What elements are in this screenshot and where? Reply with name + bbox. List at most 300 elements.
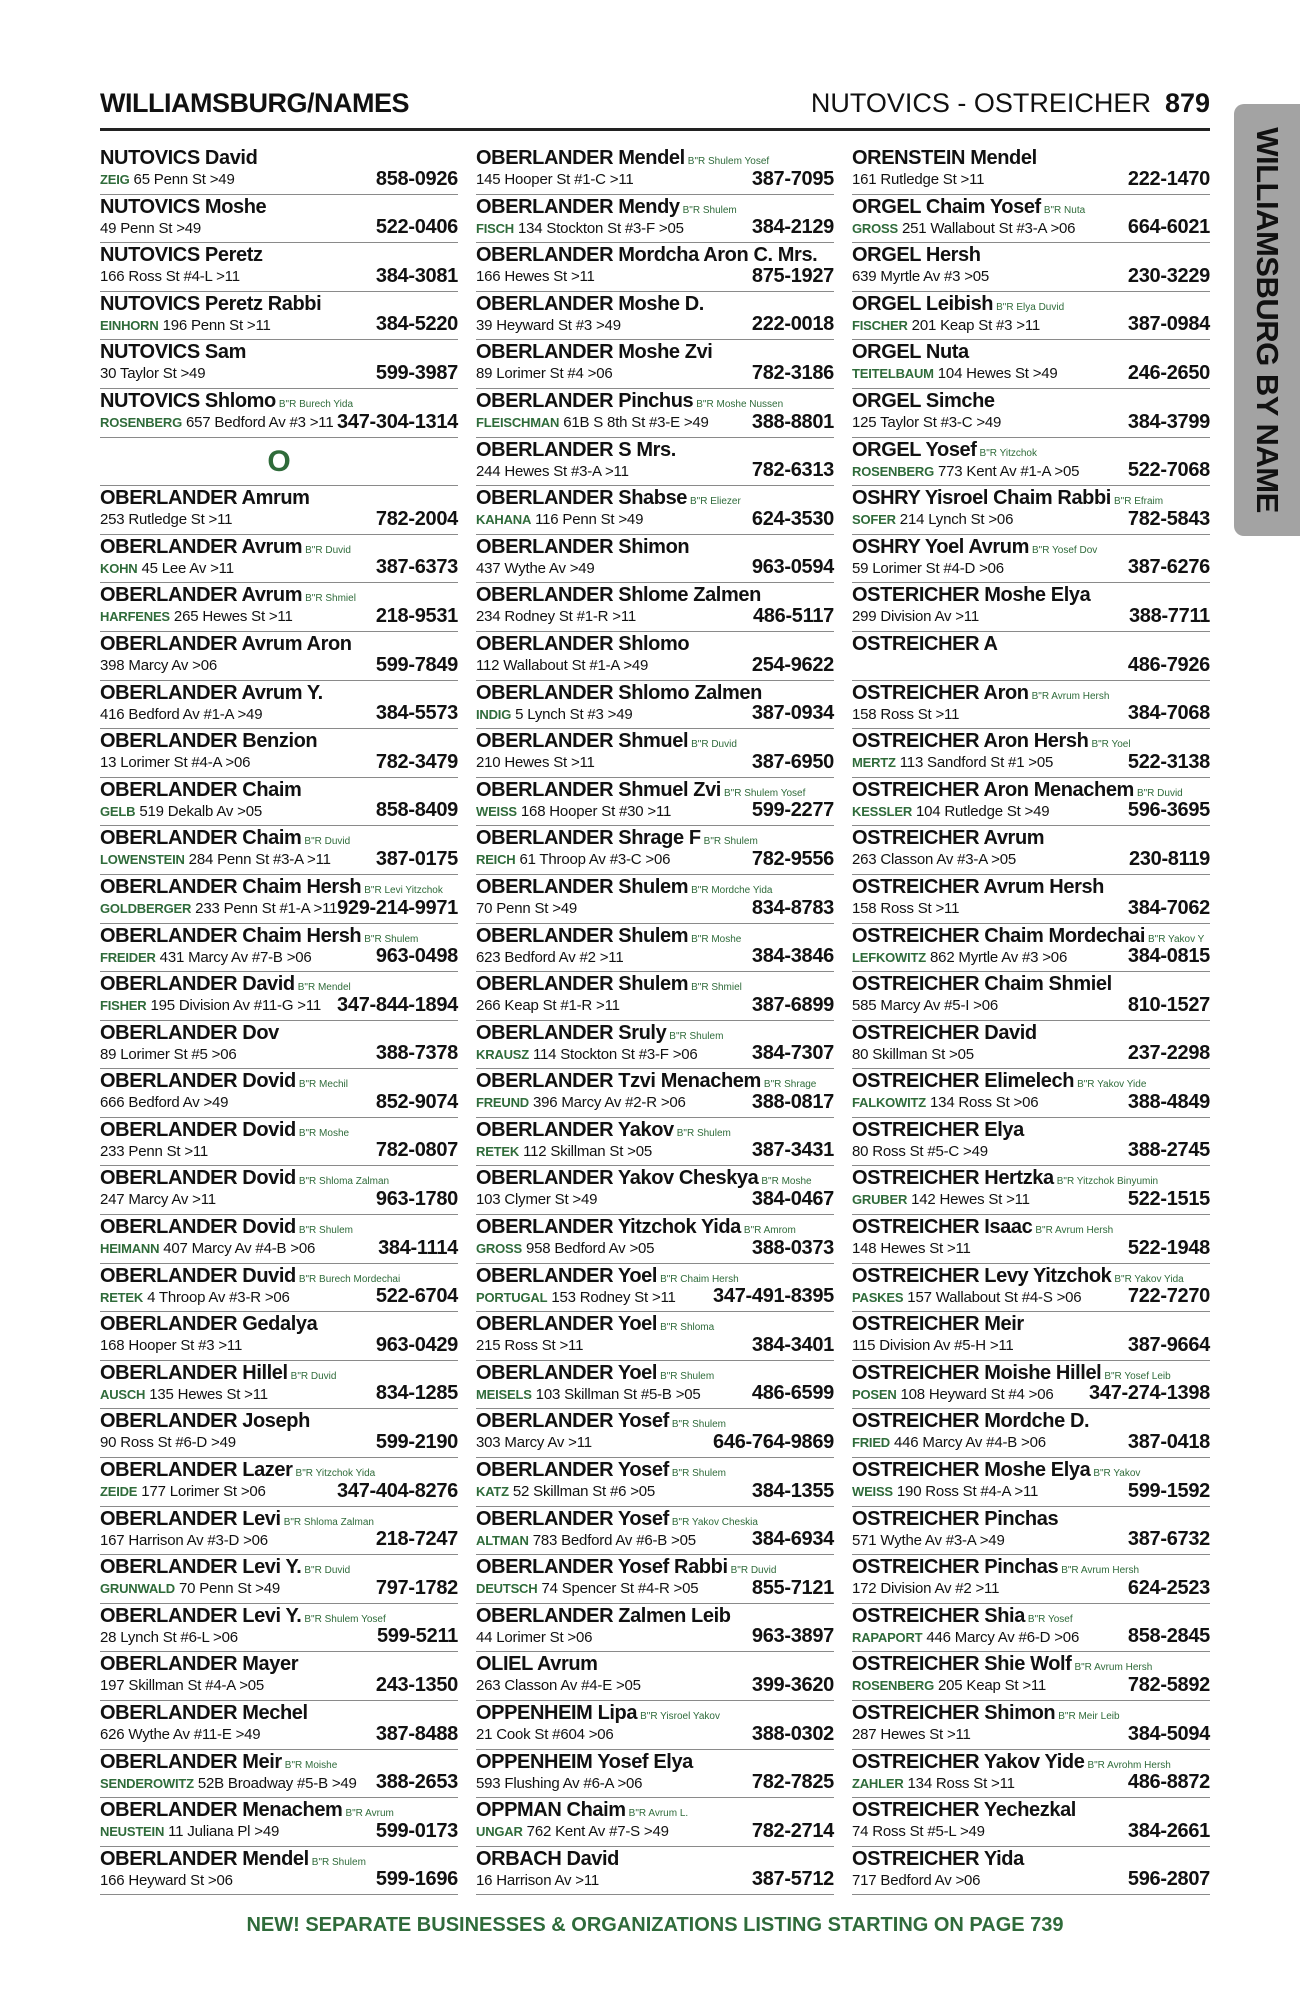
- entry-surname-given: OBERLANDER Shlomo: [476, 632, 690, 655]
- entry-name: [100, 1799, 394, 1822]
- entry-phone: 384-3799: [1127, 410, 1210, 433]
- entry-street: 263 Classon Av #3-A >05: [852, 851, 1016, 869]
- listing-entry: [476, 1069, 834, 1118]
- entry-name: [100, 925, 418, 948]
- listing-entry: [852, 486, 1210, 535]
- entry-address: [476, 560, 595, 577]
- entry-phone: 387-8488: [375, 1722, 458, 1745]
- entry-spouse-surname: TEITELBAUM: [852, 366, 934, 382]
- entry-surname-given: OBERLANDER Amrum: [100, 487, 310, 510]
- entry-name: [100, 244, 263, 267]
- entry-phone: 596-3695: [1127, 799, 1210, 822]
- entry-surname-given: OBERLANDER Dovid: [100, 1070, 296, 1093]
- entry-surname-given: OBERLANDER Chaim: [100, 827, 302, 850]
- entry-name: [476, 1459, 726, 1482]
- entry-phone: 384-2129: [751, 216, 834, 239]
- entry-street: 59 Lorimer St #4-D >06: [852, 559, 1004, 577]
- entry-phone: 387-0984: [1127, 313, 1210, 336]
- entry-surname-given: OBERLANDER Tzvi Menachem: [476, 1070, 761, 1093]
- entry-phone: 384-2661: [1127, 1819, 1210, 1842]
- entry-spouse-surname: PORTUGAL: [476, 1289, 548, 1305]
- entry-phone: 384-5094: [1127, 1722, 1210, 1745]
- entry-phone: 599-7849: [375, 653, 458, 676]
- entry-name: [852, 827, 1044, 850]
- entry-name: [100, 730, 317, 753]
- entry-address: [476, 1289, 676, 1306]
- entry-phone: 782-7825: [751, 1771, 834, 1794]
- entry-street: 299 Division Av >11: [852, 608, 979, 626]
- listing-entry: [100, 972, 458, 1021]
- listing-entry: [100, 389, 458, 438]
- listing-entry: [476, 681, 834, 730]
- entry-patronymic: B"R Yitzchok Yida: [295, 1468, 376, 1480]
- listing-entry: [476, 1458, 834, 1507]
- entry-street: 5 Lynch St #3 >49: [515, 705, 633, 723]
- entry-patronymic: B"R Shmiel: [691, 982, 742, 994]
- entry-street: 112 Wallabout St #1-A >49: [476, 656, 649, 674]
- entry-phone: 388-4849: [1127, 1090, 1210, 1113]
- entry-address: [476, 1143, 652, 1160]
- entry-street: 134 Ross St >06: [930, 1094, 1039, 1112]
- entry-spouse-surname: ROSENBERG: [852, 1678, 934, 1694]
- entry-patronymic: B"R Shmiel: [305, 593, 356, 605]
- entry-surname-given: OBERLANDER Dov: [100, 1021, 279, 1044]
- listing-entry: [852, 924, 1210, 973]
- entry-phone: 384-1114: [378, 1236, 458, 1259]
- entry-surname-given: OSTREICHER Yakov Yide: [852, 1750, 1085, 1773]
- entry-street: 166 Hewes St >11: [476, 268, 595, 286]
- entry-street: 112 Skillman St >05: [523, 1142, 652, 1160]
- entry-name: [100, 633, 352, 656]
- entry-address: [100, 171, 235, 188]
- entry-surname-given: ORBACH David: [476, 1847, 619, 1870]
- entry-street: 168 Hooper St #30 >11: [520, 802, 672, 820]
- entry-surname-given: OPPMAN Chaim: [476, 1799, 626, 1822]
- entry-name: [100, 1070, 348, 1093]
- entry-street: 161 Rutledge St >11: [852, 171, 985, 188]
- entry-phone: 384-1355: [751, 1479, 834, 1502]
- entry-spouse-surname: MERTZ: [852, 755, 896, 771]
- entry-name: [852, 1313, 1024, 1336]
- entry-address: [852, 511, 1013, 528]
- listing-entry: [852, 1701, 1210, 1750]
- entry-phone: 782-0807: [375, 1139, 458, 1162]
- listing-entry: [100, 632, 458, 681]
- entry-street: 11 Juliana Pl >49: [168, 1823, 280, 1841]
- entry-phone: 388-7378: [375, 1042, 458, 1065]
- entry-patronymic: B"R Shulem: [703, 836, 758, 848]
- entry-street: 49 Penn St >49: [100, 219, 202, 237]
- entry-phone: 810-1527: [1127, 993, 1210, 1016]
- listing-entry: [852, 1312, 1210, 1361]
- entry-address: [852, 1775, 1015, 1792]
- entry-patronymic: B"R Chaim Hersh: [660, 1273, 739, 1285]
- entry-name: [476, 487, 741, 510]
- entry-name: [852, 730, 1131, 753]
- entry-phone: 388-8801: [751, 410, 834, 433]
- entry-surname-given: OBERLANDER Avrum Aron: [100, 632, 352, 655]
- listing-entry: [852, 1507, 1210, 1556]
- entry-phone: 782-5843: [1127, 507, 1210, 530]
- entry-name: [852, 536, 1097, 559]
- listing-entry: [100, 1312, 458, 1361]
- entry-surname-given: ORGEL Nuta: [852, 341, 969, 364]
- listing-entry: [100, 1458, 458, 1507]
- entry-address: [476, 268, 595, 285]
- entry-phone: 384-7062: [1127, 896, 1210, 919]
- listing-entry: [476, 486, 834, 535]
- entry-address: [100, 1629, 238, 1646]
- entry-street: 4 Throop Av #3-R >06: [147, 1288, 290, 1306]
- entry-name: [100, 1459, 375, 1482]
- entry-surname-given: OSTREICHER A: [852, 632, 998, 655]
- entry-address: [100, 1046, 237, 1063]
- entry-spouse-surname: HARFENES: [100, 609, 170, 625]
- entry-surname-given: OSTERICHER Moshe Elya: [852, 584, 1091, 607]
- entry-address: [100, 1337, 242, 1354]
- page-number: 879: [1164, 88, 1210, 118]
- entry-spouse-surname: WEISS: [476, 803, 517, 819]
- entry-street: 166 Heyward St >06: [100, 1871, 233, 1889]
- entry-name: [100, 196, 266, 219]
- entry-patronymic: B"R Shulem: [682, 204, 737, 216]
- entry-spouse-surname: FLEISCHMAN: [476, 414, 560, 430]
- listing-entry: [852, 1652, 1210, 1701]
- entry-name: [100, 1751, 337, 1774]
- entry-address: [852, 1240, 971, 1257]
- entry-surname-given: OSHRY Yisroel Chaim Rabbi: [852, 487, 1111, 510]
- entry-phone: 782-2004: [375, 507, 458, 530]
- entry-surname-given: OSTREICHER Avrum: [852, 827, 1045, 850]
- listing-entry: [852, 1458, 1210, 1507]
- side-tab[interactable]: [1234, 104, 1300, 536]
- entry-street: 585 Marcy Av #5-I >06: [852, 997, 999, 1015]
- entry-phone: 399-3620: [751, 1674, 834, 1696]
- entry-name: [476, 1313, 714, 1336]
- entry-name: [100, 1508, 374, 1531]
- listing-entry: [852, 1555, 1210, 1604]
- entry-patronymic: B"R Mordche Yida: [691, 884, 773, 896]
- listing-entry: [100, 1361, 458, 1410]
- entry-patronymic: B"R Shulem: [311, 1856, 366, 1868]
- entry-name: [852, 1556, 1139, 1579]
- entry-surname-given: OBERLANDER Chaim Hersh: [100, 875, 362, 898]
- listing-entry: [852, 340, 1210, 389]
- entry-address: [852, 317, 1040, 334]
- entry-name: [852, 390, 995, 413]
- entry-name: [476, 584, 761, 607]
- entry-address: [852, 1726, 971, 1743]
- entry-name: [476, 536, 689, 559]
- listing-entry: [476, 1507, 834, 1556]
- entry-name: [476, 730, 737, 753]
- entry-phone: 388-0302: [751, 1722, 834, 1745]
- entry-name: [852, 1410, 1089, 1433]
- entry-name: [852, 779, 1183, 802]
- entry-spouse-surname: KATZ: [476, 1484, 509, 1500]
- entry-street: 70 Penn St >49: [178, 1580, 280, 1598]
- entry-patronymic: B"R Duvid: [1136, 787, 1183, 799]
- entry-phone: 858-0926: [375, 167, 458, 190]
- entry-phone: 522-0406: [375, 216, 458, 239]
- entry-address: [476, 1483, 655, 1500]
- entry-name: [100, 1410, 310, 1433]
- entry-surname-given: OBERLANDER Yoel: [476, 1313, 658, 1336]
- entry-address: [476, 511, 643, 528]
- listing-entry: [852, 875, 1210, 924]
- entry-phone: 384-3846: [751, 945, 834, 968]
- entry-address: [852, 1094, 1038, 1111]
- entry-street: 108 Heyward St #4 >06: [900, 1385, 1054, 1403]
- entry-address: [100, 365, 205, 382]
- entry-surname-given: ORGEL Hersh: [852, 244, 981, 267]
- entry-street: 571 Wythe Av #3-A >49: [852, 1531, 1005, 1549]
- entry-address: [100, 851, 331, 868]
- entry-street: 284 Penn St #3-A >11: [188, 851, 331, 869]
- entry-name: [476, 827, 758, 850]
- entry-address: [852, 463, 1079, 480]
- listing-entry: [476, 1312, 834, 1361]
- listing-entry: [100, 1409, 458, 1458]
- entry-patronymic: B"R Yoel: [1091, 739, 1131, 751]
- entry-name: [852, 1167, 1158, 1190]
- entry-surname-given: ORGEL Leibish: [852, 292, 994, 315]
- listing-entry: [852, 778, 1210, 827]
- entry-patronymic: B"R Shulem: [671, 1468, 727, 1480]
- entry-name: [476, 1605, 731, 1628]
- entry-patronymic: B"R Moshe Nussen: [696, 398, 784, 410]
- listing-entry: [100, 1069, 458, 1118]
- entry-street: 190 Ross St #4-A >11: [896, 1483, 1039, 1501]
- entry-street: 89 Lorimer St #5 >06: [100, 1045, 237, 1063]
- entry-patronymic: B"R Duvid: [304, 1565, 351, 1577]
- listing-entry: [852, 972, 1210, 1021]
- entry-spouse-surname: FREUND: [476, 1095, 529, 1111]
- entry-surname-given: OBERLANDER Mendel: [100, 1847, 309, 1870]
- entry-patronymic: B"R Shulem: [364, 933, 419, 945]
- entry-street: 783 Bedford Av #6-B >05: [532, 1531, 696, 1549]
- listing-entry: [100, 924, 458, 973]
- listing-entry: [476, 535, 834, 584]
- entry-patronymic: B"R Levi Yitzchok: [364, 884, 443, 896]
- entry-address: [100, 1823, 279, 1840]
- entry-name: [476, 633, 689, 656]
- entry-street: 265 Hewes St >11: [173, 608, 293, 626]
- entry-surname-given: OBERLANDER Shmuel Zvi: [476, 778, 721, 801]
- entry-patronymic: B"R Shulem: [671, 1419, 727, 1431]
- entry-name: [100, 584, 356, 607]
- entry-street: 762 Kent Av #7-S >49: [526, 1823, 669, 1841]
- listing-entry: [100, 1021, 458, 1070]
- entry-phone: 388-2653: [375, 1771, 458, 1794]
- entry-surname-given: OBERLANDER Mordcha Aron C. Mrs.: [476, 244, 818, 267]
- entry-name: [476, 196, 737, 219]
- entry-street: 135 Hewes St >11: [149, 1385, 268, 1403]
- entry-name: [476, 1702, 720, 1725]
- entry-street: 74 Ross St #5-L >49: [852, 1823, 985, 1841]
- entry-name: [852, 1702, 1120, 1725]
- entry-street: 446 Marcy Av #4-B >06: [894, 1434, 1046, 1452]
- entry-name: [100, 1313, 317, 1336]
- entry-patronymic: B"R Yakov: [1093, 1468, 1141, 1480]
- entry-address: [100, 1143, 208, 1160]
- listing-entry: [852, 1069, 1210, 1118]
- entry-spouse-surname: KAHANA: [476, 512, 532, 528]
- entry-surname-given: ORENSTEIN Mendel: [852, 147, 1037, 169]
- entry-surname-given: OBERLANDER David: [100, 973, 295, 996]
- entry-name: [852, 1070, 1146, 1093]
- entry-patronymic: B"R Yosef: [1027, 1613, 1073, 1625]
- entry-name: [100, 1605, 386, 1628]
- entry-phone: 222-0018: [751, 313, 834, 336]
- entry-surname-given: OBERLANDER Gedalya: [100, 1313, 318, 1336]
- entry-spouse-surname: EINHORN: [100, 317, 159, 333]
- entry-phone: 387-6899: [751, 993, 834, 1016]
- entry-spouse-surname: NEUSTEIN: [100, 1824, 165, 1840]
- entry-address: [476, 317, 621, 334]
- entry-patronymic: B"R Yosef Dov: [1032, 544, 1098, 556]
- entry-surname-given: NUTOVICS Sam: [100, 341, 246, 364]
- listing-entry: [852, 1409, 1210, 1458]
- listing-entry: [476, 1604, 834, 1653]
- entry-street: 396 Marcy Av #2-R >06: [532, 1094, 686, 1112]
- entry-address: [100, 1191, 216, 1208]
- entry-patronymic: B"R Duvid: [304, 836, 351, 848]
- entry-name: [852, 1265, 1184, 1288]
- entry-street: 303 Marcy Av >11: [476, 1434, 592, 1452]
- entry-name: [100, 1848, 366, 1871]
- entry-phone: 963-0594: [751, 556, 834, 579]
- entry-phone: 347-844-1894: [337, 993, 458, 1016]
- entry-street: 416 Bedford Av #1-A >49: [100, 705, 263, 723]
- listing-entry: [100, 583, 458, 632]
- entry-street: 103 Skillman St #5-B >05: [535, 1385, 701, 1403]
- listing-entry: [852, 583, 1210, 632]
- entry-spouse-surname: DEUTSCH: [476, 1581, 538, 1597]
- entry-surname-given: OBERLANDER Chaim: [100, 778, 302, 801]
- entry-surname-given: ORGEL Simche: [852, 389, 995, 412]
- name-range: NUTOVICS - OSTREICHER: [810, 88, 1151, 118]
- entry-address: [476, 1386, 701, 1403]
- entry-phone: 243-1350: [375, 1674, 458, 1696]
- entry-surname-given: OSTREICHER Moshe Elya: [852, 1459, 1091, 1482]
- entry-address: [100, 1726, 260, 1743]
- entry-street: 593 Flushing Av #6-A >06: [476, 1774, 643, 1792]
- entry-street: 125 Taylor St #3-C >49: [852, 413, 1002, 431]
- listing-entry: [476, 826, 834, 875]
- entry-street: 44 Lorimer St >06: [476, 1628, 593, 1646]
- entry-street: 773 Kent Av #1-A >05: [938, 462, 1080, 480]
- entry-address: [100, 1240, 315, 1257]
- entry-patronymic: B"R Avrum L.: [628, 1808, 689, 1820]
- entry-phone: 624-2523: [1127, 1576, 1210, 1599]
- entry-name: [476, 1216, 796, 1239]
- entry-name: [476, 244, 817, 267]
- entry-address: [476, 900, 577, 917]
- entry-name: [852, 487, 1163, 510]
- entry-surname-given: OBERLANDER Yosef: [476, 1410, 669, 1433]
- listing-entry: [476, 924, 834, 973]
- entry-address: [476, 1337, 583, 1354]
- entry-name: [100, 1702, 308, 1725]
- entry-address: [476, 1046, 698, 1063]
- listing-entry: [476, 292, 834, 341]
- entry-phone: 384-7068: [1127, 702, 1210, 725]
- entry-address: [852, 268, 989, 285]
- entry-spouse-surname: UNGAR: [476, 1824, 523, 1840]
- entry-name: [476, 1362, 714, 1385]
- entry-surname-given: OBERLANDER Levi: [100, 1507, 281, 1530]
- entry-name: [852, 633, 998, 656]
- entry-name: [476, 147, 769, 170]
- listing-entry: [852, 681, 1210, 730]
- entry-spouse-surname: HEIMANN: [100, 1241, 160, 1257]
- listing-entry: [852, 535, 1210, 584]
- entry-spouse-surname: SOFER: [852, 512, 896, 528]
- listing-entry: [476, 146, 834, 195]
- entry-patronymic: B"R Shulem: [660, 1370, 715, 1382]
- entry-surname-given: OBERLANDER Levi Y.: [100, 1556, 302, 1579]
- entry-address: [100, 268, 240, 285]
- entry-spouse-surname: RETEK: [100, 1289, 144, 1305]
- entry-patronymic: B"R Avrum Hersh: [1074, 1662, 1153, 1674]
- entry-surname-given: OBERLANDER Shmuel: [476, 730, 689, 753]
- entry-patronymic: B"R Shrage: [763, 1079, 817, 1091]
- listing-entry: [476, 729, 834, 778]
- entry-name: [852, 973, 1112, 996]
- listing-entry: [100, 826, 458, 875]
- listing-entry: [100, 729, 458, 778]
- entry-street: 158 Ross St >11: [852, 899, 960, 917]
- entry-phone: 596-2807: [1127, 1868, 1210, 1891]
- entry-phone: 522-7068: [1127, 459, 1210, 482]
- entry-patronymic: B"R Meir Leib: [1058, 1711, 1120, 1722]
- entry-street: 407 Marcy Av #4-B >06: [163, 1240, 316, 1258]
- entry-address: [100, 1580, 280, 1597]
- entry-phone: 782-6313: [751, 459, 834, 482]
- listing-entry: [476, 1847, 834, 1896]
- entry-street: 253 Rutledge St >11: [100, 511, 233, 529]
- entry-surname-given: NUTOVICS Moshe: [100, 195, 267, 218]
- entry-surname-given: OBERLANDER Moshe Zvi: [476, 341, 713, 364]
- entry-spouse-surname: POSEN: [852, 1386, 897, 1402]
- listing-entry: [852, 1264, 1210, 1313]
- entry-phone: 855-7121: [751, 1576, 834, 1599]
- entry-address: [476, 706, 633, 723]
- listing-entry: [476, 583, 834, 632]
- entry-patronymic: B"R Shulem Yosef: [723, 787, 806, 799]
- entry-spouse-surname: PASKES: [852, 1289, 904, 1305]
- entry-name: [100, 1167, 389, 1190]
- entry-surname-given: OBERLANDER Yosef Rabbi: [476, 1556, 728, 1579]
- entry-name: [476, 1119, 731, 1142]
- entry-name: [100, 1216, 353, 1239]
- entry-name: [100, 973, 351, 996]
- entry-surname-given: OSTREICHER Yida: [852, 1847, 1024, 1870]
- listing-entry: [476, 1166, 834, 1215]
- entry-patronymic: B"R Avrum Hersh: [1061, 1565, 1140, 1577]
- entry-street: 145 Hooper St #1-C >11: [476, 171, 634, 188]
- entry-street: 862 Myrtle Av #3 >06: [930, 948, 1068, 966]
- entry-surname-given: OSTREICHER Meir: [852, 1313, 1024, 1336]
- entry-surname-given: NUTOVICS David: [100, 147, 258, 169]
- listing-entry: [852, 389, 1210, 438]
- entry-address: [852, 1143, 988, 1160]
- entry-address: [100, 657, 217, 674]
- listing-entry: [852, 1604, 1210, 1653]
- entry-street: 233 Penn St #1-A >11: [195, 899, 338, 917]
- entry-street: 201 Keap St #3 >11: [911, 316, 1040, 334]
